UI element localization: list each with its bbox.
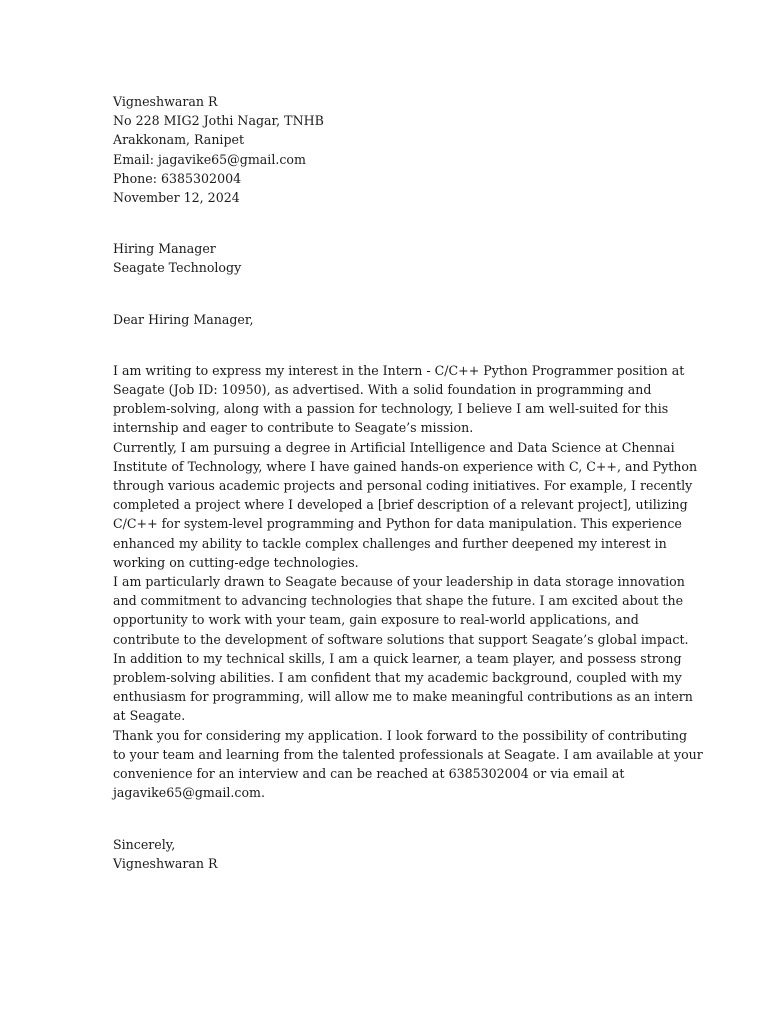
- body-line: convenience for an interview and can be reached at 6385302004 or via email at: [113, 766, 625, 782]
- body-line: Thank you for considering my application. I look forward to the possibility of contributing: [113, 727, 688, 743]
- body-line: working on cutting-edge technologies.: [113, 554, 359, 570]
- body-paragraph-2: [113, 438, 698, 572]
- recipient-company: Seagate Technology: [113, 260, 242, 276]
- sender-name: Vigneshwaran R: [113, 94, 218, 109]
- body-line: internship and eager to contribute to Seagate’s mission.: [113, 420, 474, 436]
- letter-date: November 12, 2024: [113, 190, 240, 206]
- body-line: at Seagate.: [113, 708, 186, 724]
- body-line: jagavike65@gmail.com.: [113, 785, 265, 801]
- body-line: Currently, I am pursuing a degree in Artificial Intelligence and Data Science at Chennai: [113, 439, 675, 455]
- recipient-title: Hiring Manager: [113, 241, 216, 257]
- body-line: contribute to the development of software solutions that support Seagate’s global impact.: [113, 631, 689, 647]
- body-line: problem-solving, along with a passion for technology, I believe I am well-suited for this: [113, 401, 669, 417]
- cover-letter: [113, 92, 703, 873]
- sender-block: [113, 92, 658, 207]
- body-line: and commitment to advancing technologies that shape the future. I am excited about the: [113, 593, 684, 609]
- spacer: [113, 278, 658, 310]
- sender-address-line1: No 228 MIG2 Jothi Nagar, TNHB: [113, 113, 324, 129]
- body-line: Seagate (Job ID: 10950), as advertised. With a solid foundation in programming and: [113, 382, 652, 398]
- body-line: C/C++ for system-level programming and Python for data manipulation. This experience: [113, 516, 682, 532]
- body-line: In addition to my technical skills, I am a quick learner, a team player, and possess strong: [113, 650, 682, 666]
- body-line: enhanced my ability to tackle complex challenges and further deepened my interest in: [113, 535, 667, 551]
- letter-body: [113, 361, 703, 803]
- spacer: [113, 329, 658, 361]
- body-line: problem-solving abilities. I am confident that my academic background, coupled with my: [113, 670, 682, 686]
- body-line: enthusiasm for programming, will allow me to make meaningful contributions as an intern: [113, 689, 693, 705]
- body-line: completed a project where I developed a [brief description of a relevant project], utilizing: [113, 497, 688, 513]
- closing-block: [113, 835, 658, 873]
- body-line: to your team and learning from the talented professionals at Seagate. I am available at your: [113, 746, 703, 762]
- body-paragraph-5: [113, 726, 703, 803]
- recipient-block: [113, 239, 658, 277]
- body-paragraph-3: [113, 572, 689, 649]
- body-paragraph-1: [113, 361, 685, 438]
- salutation: Dear Hiring Manager,: [113, 311, 254, 327]
- body-paragraph-4: [113, 649, 693, 726]
- sign-off: Sincerely,: [113, 836, 176, 852]
- sender-phone: Phone: 6385302004: [113, 170, 242, 186]
- body-line: opportunity to work with your team, gain exposure to real-world applications, and: [113, 612, 639, 628]
- body-line: through various academic projects and personal coding initiatives. For example, I recently: [113, 478, 693, 494]
- signature-name: Vigneshwaran R: [113, 855, 218, 871]
- sender-email: Email: jagavike65@gmail.com: [113, 151, 306, 167]
- spacer: [113, 207, 658, 239]
- sender-address-line2: Arakkonam, Ranipet: [113, 132, 245, 148]
- spacer: [113, 803, 658, 835]
- body-line: I am particularly drawn to Seagate because of your leadership in data storage innovation: [113, 574, 685, 590]
- body-line: Institute of Technology, where I have gained hands-on experience with C, C++, and Python: [113, 458, 698, 474]
- body-line: I am writing to express my interest in the Intern - C/C++ Python Programmer position at: [113, 362, 685, 378]
